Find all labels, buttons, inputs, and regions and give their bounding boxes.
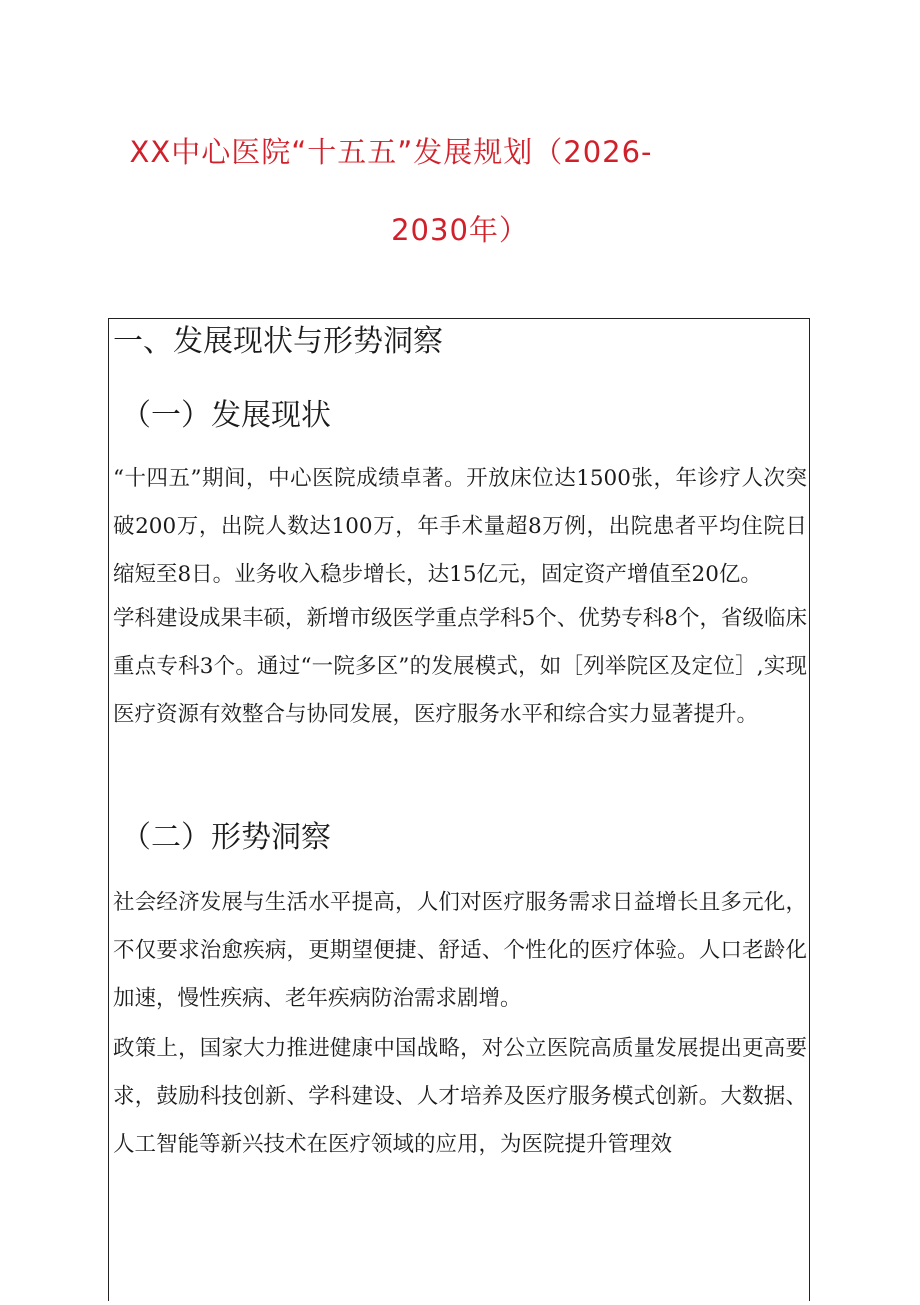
- document-title-line-1: XX中心医院“十五五”发展规划（2026-: [129, 135, 653, 169]
- subsection-heading-status: （一）发展现状: [121, 398, 331, 433]
- paragraph-social-demand: 社会经济发展与生活水平提高，人们对医疗服务需求日益增长且多元化，不仅要求治愈疾病，更期望便捷、舒适、个性化的医疗体验。人口老龄化加速，慢性疾病、老年疾病防治需求剧增。: [113, 890, 807, 1011]
- document-title-line-2: 2030年）: [391, 213, 529, 247]
- paragraph-policy-technology: 政策上，国家大力推进健康中国战略，对公立医院高质量发展提出更高要求，鼓励科技创新、学科建设、人才培养及医疗服务模式创新。大数据、人工智能等新兴技术在医疗领域的应用，为医院提升管理效: [113, 1036, 807, 1157]
- paragraph-status-overview: “十四五”期间，中心医院成绩卓著。开放床位达1500张，年诊疗人次突破200万，出院人数达100万，年手术量超8万例，出院患者平均住院日缩短至8日。业务收入稳步增长，达15亿元，固定资产增值至20亿。: [113, 466, 807, 587]
- paragraph-discipline-building: 学科建设成果丰硕，新增市级医学重点学科5个、优势专科8个，省级临床重点专科3个。通过“一院多区”的发展模式，如［列举院区及定位］,实现医疗资源有效整合与协同发展，医疗服务水平和综合实力显著提升。: [113, 606, 807, 727]
- section-heading: 一、发展现状与形势洞察: [113, 324, 443, 359]
- subsection-heading-situation: （二）形势洞察: [121, 820, 331, 855]
- content-frame: [108, 318, 810, 1301]
